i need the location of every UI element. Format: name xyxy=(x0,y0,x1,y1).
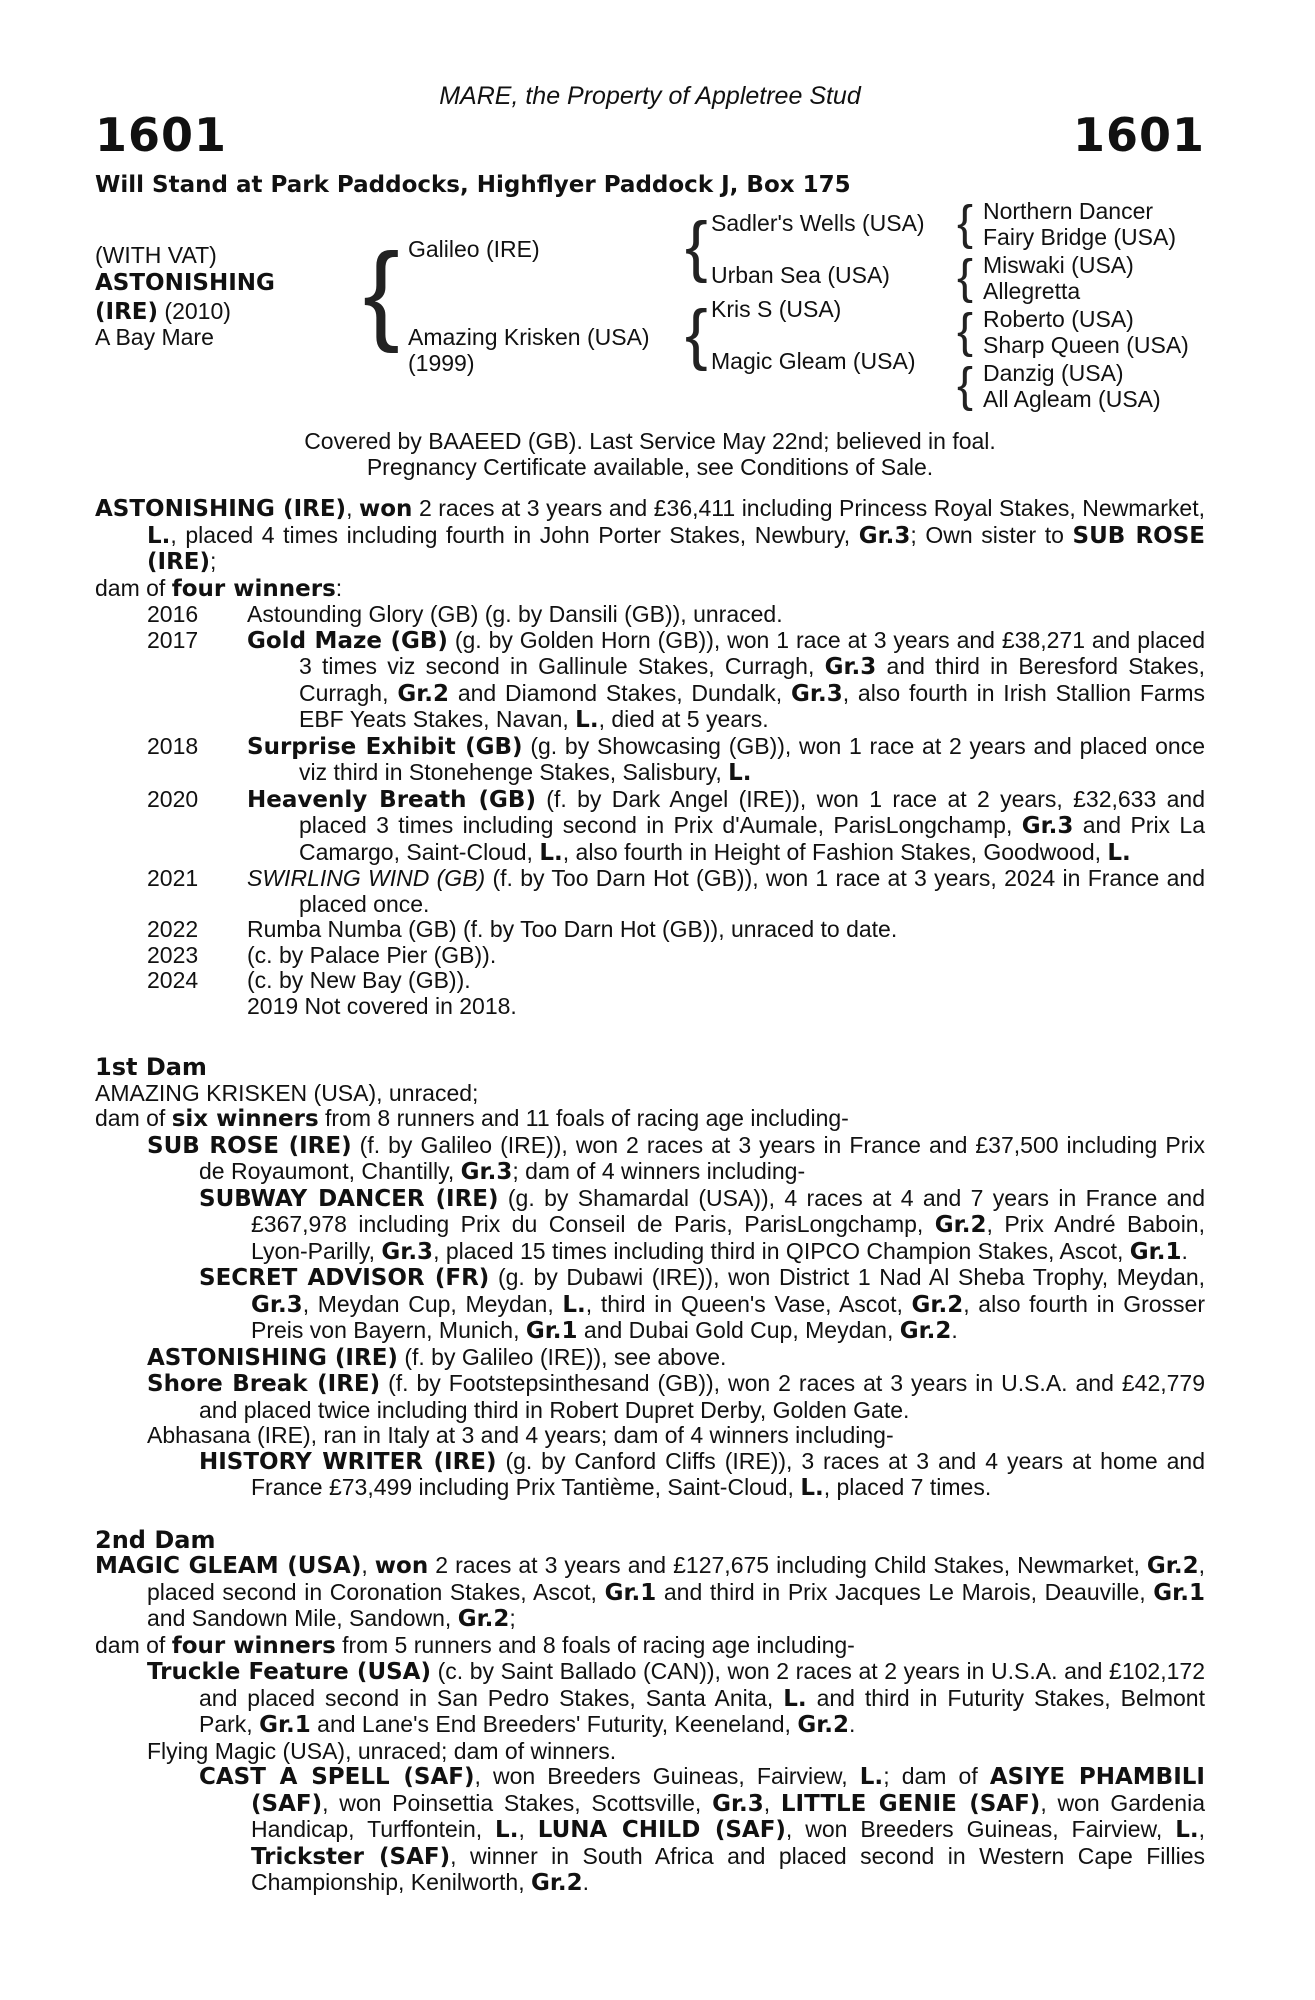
produce-detail: . xyxy=(951,1317,958,1343)
sire-sire: Sadler's Wells (USA) xyxy=(711,210,925,236)
foal-detail: , also fourth in Irish Stallion Farms EBF Yeats Stakes, Navan, xyxy=(299,679,1206,732)
grade-mark: L. xyxy=(575,707,599,733)
winners-count: four winners xyxy=(171,1632,336,1659)
second-dam-detail: and third in Prix Jacques Le Marois, Deauville, xyxy=(656,1578,1154,1605)
produce-detail: (f. by Footstepsinthesand (GB)), won 2 races at 3 years in U.S.A. and £42,779 and placed twice including third in Robert Dupret Derby, Golden Gate. xyxy=(199,1370,1205,1423)
summary-won: won xyxy=(358,496,413,522)
summary-text-2: , placed 4 times including fourth in John Porter Stakes, Newbury, xyxy=(170,521,859,548)
produce-detail: , Meydan Cup, Meydan, xyxy=(302,1290,563,1317)
summary-text-3: ; Own sister to xyxy=(910,521,1073,548)
produce-detail: and Dubai Gold Cup, Meydan, xyxy=(577,1317,900,1343)
foal-detail: (g. by Golden Horn (GB)), won 1 race at 3 years and £38,271 and placed 3 times viz second in Gallinule Stakes, Curragh, xyxy=(299,626,1205,679)
foal-year: 2018 xyxy=(147,732,199,759)
produce-detail: , won Poinsettia Stakes, Scottsville, xyxy=(322,1789,713,1816)
second-dam-paragraph: MAGIC GLEAM (USA), won 2 races at 3 years and £127,675 including Child Stakes, Newmarket, Gr.2, placed second in Coronation Stakes, Ascot, Gr.1 and third in Prix Jacques Le Marois, Deauville, Gr.1 and Sandown Mile, Sandown, Gr.2; xyxy=(95,1552,1205,1632)
dam-of-label: dam of xyxy=(95,574,172,601)
produce-detail: . xyxy=(849,1711,856,1737)
grade-mark: Gr.2 xyxy=(397,680,449,707)
produce-astonishing xyxy=(95,1345,1205,1372)
horse-origin xyxy=(95,298,231,325)
produce-detail: , won Gardenia Handicap, Turffontein, xyxy=(251,1789,1206,1842)
pedigree-g4: Allegretta xyxy=(983,278,1081,304)
produce-name: ASIYE PHAMBILI (SAF) xyxy=(251,1764,1205,1817)
produce-name: LUNA CHILD (SAF) xyxy=(537,1817,786,1843)
horse-name: ASTONISHING xyxy=(95,270,275,296)
produce-detail: , placed 7 times. xyxy=(823,1474,992,1500)
g-brace-3: { xyxy=(957,305,974,358)
foal-name: SWIRLING WIND (GB) xyxy=(247,865,486,891)
produce-detail: , placed 15 times including third in QIPCO Champion Stakes, Ascot, xyxy=(433,1237,1130,1264)
grade-mark: Gr.1 xyxy=(604,1579,657,1606)
foal-text xyxy=(247,734,1205,787)
second-dam-detail: and Sandown Mile, Sandown, xyxy=(147,1605,458,1631)
summary-horse-name: ASTONISHING (IRE) xyxy=(95,496,347,522)
dam-of-rest: from 5 runners and 8 foals of racing age including- xyxy=(335,1631,855,1658)
grade-mark: Gr.3 xyxy=(251,1291,303,1318)
pedigree-g3: Miswaki (USA) xyxy=(983,252,1134,278)
sire-dam: Urban Sea (USA) xyxy=(711,262,890,288)
produce-name: SUB ROSE (IRE) xyxy=(147,1132,352,1159)
grade-mark: L. xyxy=(728,760,752,786)
produce-detail: , won Breeders Guineas, Fairview, xyxy=(785,1816,1176,1842)
grade-mark: Gr.2 xyxy=(530,1870,583,1896)
dam-of-line xyxy=(95,576,1205,603)
grade-mark: Gr.3 xyxy=(460,1159,513,1185)
dam-of-rest: from 8 runners and 11 foals of racing age including- xyxy=(318,1105,849,1131)
produce-detail: (g. by Canford Cliffs (IRE)), 3 races at 3 and 4 years at home and France £73,499 including Prix Tantième, Saint-Cloud, xyxy=(251,1447,1205,1500)
foal-detail: (f. by Too Darn Hot (GB)), won 1 race at 3 years, 2024 in France and placed once. xyxy=(299,865,1205,917)
grade-mark: Gr.2 xyxy=(899,1318,952,1344)
produce-detail: , winner in South Africa and placed second in Western Cape Fillies Championship, Kenilworth, xyxy=(251,1842,1205,1895)
foal-text: Astounding Glory (GB) (g. by Dansili (GB)), unraced. xyxy=(247,601,783,627)
foal-row xyxy=(95,968,1205,994)
foal-year: 2022 xyxy=(147,916,199,942)
sister-name: SUB ROSE (IRE) xyxy=(147,522,1205,575)
produce-detail: and third in Futurity Stakes, Belmont Park, xyxy=(199,1684,1205,1737)
first-dam-heading: 1st Dam xyxy=(95,1053,207,1081)
foal-name: Gold Maze (GB) xyxy=(247,627,448,654)
produce-name: SUBWAY DANCER (IRE) xyxy=(199,1185,499,1212)
pedigree-g6: Sharp Queen (USA) xyxy=(983,332,1189,358)
foal-name: Heavenly Breath (GB) xyxy=(247,786,536,813)
summary-text-4: ; xyxy=(210,548,217,574)
grade-mark: Gr.1 xyxy=(1153,1579,1205,1606)
grade-mark: Gr.1 xyxy=(525,1318,578,1344)
grade-mark: L. xyxy=(859,1764,884,1790)
produce-truckle-feature xyxy=(95,1659,1205,1739)
foal-text xyxy=(247,866,1205,917)
foal-detail: , died at 5 years. xyxy=(598,706,769,732)
page-header xyxy=(95,78,1205,198)
foal-text xyxy=(247,628,1205,734)
dam-of-label: dam of xyxy=(95,1105,172,1131)
horse-country: (IRE) xyxy=(95,299,159,325)
separator: , xyxy=(763,1789,781,1816)
produce-detail: , also fourth in Grosser Preis von Bayern, Munich, xyxy=(251,1290,1206,1343)
foal-detail: , also fourth in Height of Fashion Stakes, Goodwood, xyxy=(562,838,1108,865)
produce-detail: (f. by Galileo (IRE)), see above. xyxy=(397,1343,727,1370)
foal-row xyxy=(95,943,1205,969)
produce-detail: . xyxy=(1181,1237,1188,1264)
separator: , xyxy=(518,1816,538,1842)
dam-of-label: dam of xyxy=(95,1631,172,1658)
grade-mark: L. xyxy=(495,1817,519,1843)
produce-detail: , third in Queen's Vase, Ascot, xyxy=(585,1290,912,1317)
vat-label: (WITH VAT) xyxy=(95,242,217,268)
grade-mark: Gr.3 xyxy=(712,1790,764,1817)
produce-abhasana: Abhasana (IRE), ran in Italy at 3 and 4 years; dam of 4 winners including- xyxy=(147,1422,894,1448)
produce-name: LITTLE GENIE (SAF) xyxy=(780,1790,1041,1817)
pedigree-g7: Danzig (USA) xyxy=(983,360,1124,386)
horse-description: A Bay Mare xyxy=(95,324,214,350)
grade-mark: Gr.3 xyxy=(824,654,877,680)
produce-name: ASTONISHING (IRE) xyxy=(147,1344,398,1371)
produce-name: Trickster (SAF) xyxy=(251,1843,451,1870)
produce-history-writer xyxy=(95,1449,1205,1502)
lot-number-right: 1601 xyxy=(1072,108,1205,162)
colon: : xyxy=(335,574,343,601)
pedigree-g5: Roberto (USA) xyxy=(983,306,1134,332)
foal-detail: (g. by Showcasing (GB)), won 1 race at 2 years and placed once viz third in Stonehenge Stakes, Salisbury, xyxy=(299,732,1205,785)
race-record xyxy=(95,496,1205,1897)
summary-text-1: 2 races at 3 years and £36,411 including Princess Royal Stakes, Newmarket, xyxy=(412,495,1205,521)
produce-detail: , Prix André Baboin, Lyon-Parilly, xyxy=(251,1211,1205,1264)
grade-mark: Gr.2 xyxy=(911,1291,964,1318)
foal-year: 2016 xyxy=(147,601,199,627)
produce-detail: (g. by Shamardal (USA)), 4 races at 4 and 7 years in France and £367,978 including Prix du Conseil de Paris, ParisLongchamp, xyxy=(251,1184,1205,1237)
foal-row xyxy=(95,602,1205,628)
foal-text: 2019 Not covered in 2018. xyxy=(247,992,517,1019)
produce-detail: (g. by Dubawi (IRE)), won District 1 Nad Al Sheba Trophy, Meydan, xyxy=(489,1264,1205,1290)
produce-detail: and Lane's End Breeders' Futurity, Keeneland, xyxy=(310,1711,798,1737)
covered-note xyxy=(95,428,1205,480)
pedigree-g1: Northern Dancer xyxy=(983,198,1154,224)
grade-mark: Gr.1 xyxy=(259,1712,311,1738)
foal-row xyxy=(95,628,1205,734)
foal-row xyxy=(95,994,1205,1020)
pedigree-g8: All Agleam (USA) xyxy=(983,386,1161,412)
separator: . xyxy=(582,1869,590,1895)
produce-name: Shore Break (IRE) xyxy=(147,1371,381,1397)
grade-mark: Gr.3 xyxy=(858,522,911,549)
produce-name: HISTORY WRITER (IRE) xyxy=(199,1448,497,1475)
grade-mark: L. xyxy=(1107,839,1131,866)
g-brace-1: { xyxy=(957,197,974,250)
foal-row xyxy=(95,734,1205,787)
foal-text: Rumba Numba (GB) (f. by Too Darn Hot (GB)), unraced to date. xyxy=(247,916,898,942)
produce-secret-advisor xyxy=(95,1265,1205,1345)
produce-detail: (f. by Galileo (IRE)), won 2 races at 3 years in France and £37,500 including Prix de Royaumont, Chantilly, xyxy=(199,1131,1205,1184)
produce-detail: , won Breeders Guineas, Fairview, xyxy=(474,1763,860,1789)
produce-name: SECRET ADVISOR (FR) xyxy=(199,1265,490,1291)
produce-detail: (c. by Saint Ballado (CAN)), won 2 races at 2 years in U.S.A. and £102,172 and placed second in San Pedro Stakes, Santa Anita, xyxy=(199,1658,1205,1711)
foal-text: (c. by New Bay (GB)). xyxy=(247,967,471,993)
foal-year: 2021 xyxy=(147,865,199,891)
produce-subway-dancer xyxy=(95,1186,1205,1266)
grade-mark: Gr.2 xyxy=(1146,1553,1199,1579)
grade-mark: Gr.3 xyxy=(1021,813,1074,839)
dam-dam: Magic Gleam (USA) xyxy=(711,348,916,374)
second-dam-won: won xyxy=(374,1553,429,1579)
produce-detail: ; dam of 4 winners including- xyxy=(512,1158,806,1184)
separator: , xyxy=(1198,1816,1205,1842)
foal-detail: and third in Beresford Stakes, Curragh, xyxy=(299,653,1205,706)
foal-detail: and Prix La Camargo, Saint-Cloud, xyxy=(299,812,1205,865)
lot-number-left: 1601 xyxy=(95,108,228,162)
pedigree-table xyxy=(95,197,1205,412)
foal-row xyxy=(95,866,1205,917)
foal-year xyxy=(95,994,247,1020)
dam-sire: Kris S (USA) xyxy=(711,296,842,322)
grade-mark: Gr.2 xyxy=(797,1712,850,1738)
produce-detail: ; dam of xyxy=(883,1763,990,1789)
produce-name: Truckle Feature (USA) xyxy=(147,1659,431,1685)
foal-text xyxy=(247,787,1205,867)
produce-shore-break xyxy=(95,1371,1205,1423)
second-dam-heading: 2nd Dam xyxy=(95,1525,216,1554)
produce-name: CAST A SPELL (SAF) xyxy=(199,1764,475,1790)
second-dam-detail: 2 races at 3 years and £127,675 including Child Stakes, Newmarket, xyxy=(428,1552,1147,1578)
winners-count: six winners xyxy=(171,1106,319,1132)
foal-year: 2020 xyxy=(147,785,199,812)
grade-mark: L. xyxy=(539,839,563,866)
grade-mark: L. xyxy=(1175,1817,1199,1843)
page-title: MARE, the Property of Appletree Stud xyxy=(439,82,861,110)
sire-brace: { xyxy=(363,231,400,354)
second-dam-of xyxy=(95,1633,1205,1660)
produce-flying-magic: Flying Magic (USA), unraced; dam of winners. xyxy=(147,1737,617,1764)
second-dam-detail: ; xyxy=(509,1605,516,1631)
grade-mark: L. xyxy=(562,1291,586,1318)
foal-year: 2017 xyxy=(147,626,199,653)
grade-mark: L. xyxy=(800,1475,824,1501)
foal-detail: and Diamond Stakes, Dundalk, xyxy=(449,679,792,706)
grade-mark: Gr.3 xyxy=(381,1238,434,1265)
foal-detail: (f. by Dark Angel (IRE)), won 1 race at 2 years, £32,633 and placed 3 times including second in Prix d'Aumale, ParisLongchamp, xyxy=(299,785,1205,838)
second-dam-name: MAGIC GLEAM (USA) xyxy=(95,1553,362,1579)
sire-line-brace: { xyxy=(685,208,708,284)
first-dam-of xyxy=(95,1106,1205,1133)
sire-name: Galileo (IRE) xyxy=(408,236,540,262)
g-brace-2: { xyxy=(957,251,974,304)
dam-year: (1999) xyxy=(408,350,475,376)
foal-year: 2024 xyxy=(147,967,199,993)
covered-line-2: Pregnancy Certificate available, see Conditions of Sale. xyxy=(366,454,934,480)
second-dam-detail: , placed second in Coronation Stakes, Ascot, xyxy=(147,1552,1205,1605)
produce-cast-a-spell xyxy=(95,1764,1205,1897)
first-dam-line: AMAZING KRISKEN (USA), unraced; xyxy=(95,1079,479,1106)
grade-mark: L. xyxy=(783,1685,807,1712)
catalogue-page xyxy=(95,78,1205,1897)
pedigree-g2: Fairy Bridge (USA) xyxy=(983,224,1176,250)
foal-year: 2023 xyxy=(147,941,199,968)
winners-count: four winners xyxy=(171,575,336,602)
produce-sub-rose xyxy=(95,1133,1205,1186)
foal-row xyxy=(95,917,1205,943)
grade-mark: Gr.2 xyxy=(934,1212,987,1238)
dam-line-brace: { xyxy=(685,296,708,372)
summary-paragraph: ASTONISHING (IRE), won 2 races at 3 years and £36,411 including Princess Royal Stakes, Newmarket, L., placed 4 times including fourth in John Porter Stakes, Newbury, Gr.3; Own sister to SUB ROSE (IRE); xyxy=(95,495,1205,575)
stabling-location: Will Stand at Park Paddocks, Highflyer Paddock J, Box 175 xyxy=(95,172,851,198)
grade-mark: Gr.1 xyxy=(1129,1238,1182,1265)
foal-name: Surprise Exhibit (GB) xyxy=(247,733,523,760)
grade-mark: L. xyxy=(147,522,171,549)
foal-row xyxy=(95,787,1205,867)
g-brace-4: { xyxy=(957,359,974,412)
foal-text: (c. by Palace Pier (GB)). xyxy=(247,941,497,968)
covered-line-1: Covered by BAAEED (GB). Last Service May 22nd; believed in foal. xyxy=(304,428,996,454)
grade-mark: Gr.2 xyxy=(457,1606,510,1632)
grade-mark: Gr.3 xyxy=(791,680,843,707)
horse-year: (2010) xyxy=(164,298,231,324)
dam-name: Amazing Krisken (USA) xyxy=(408,324,650,350)
